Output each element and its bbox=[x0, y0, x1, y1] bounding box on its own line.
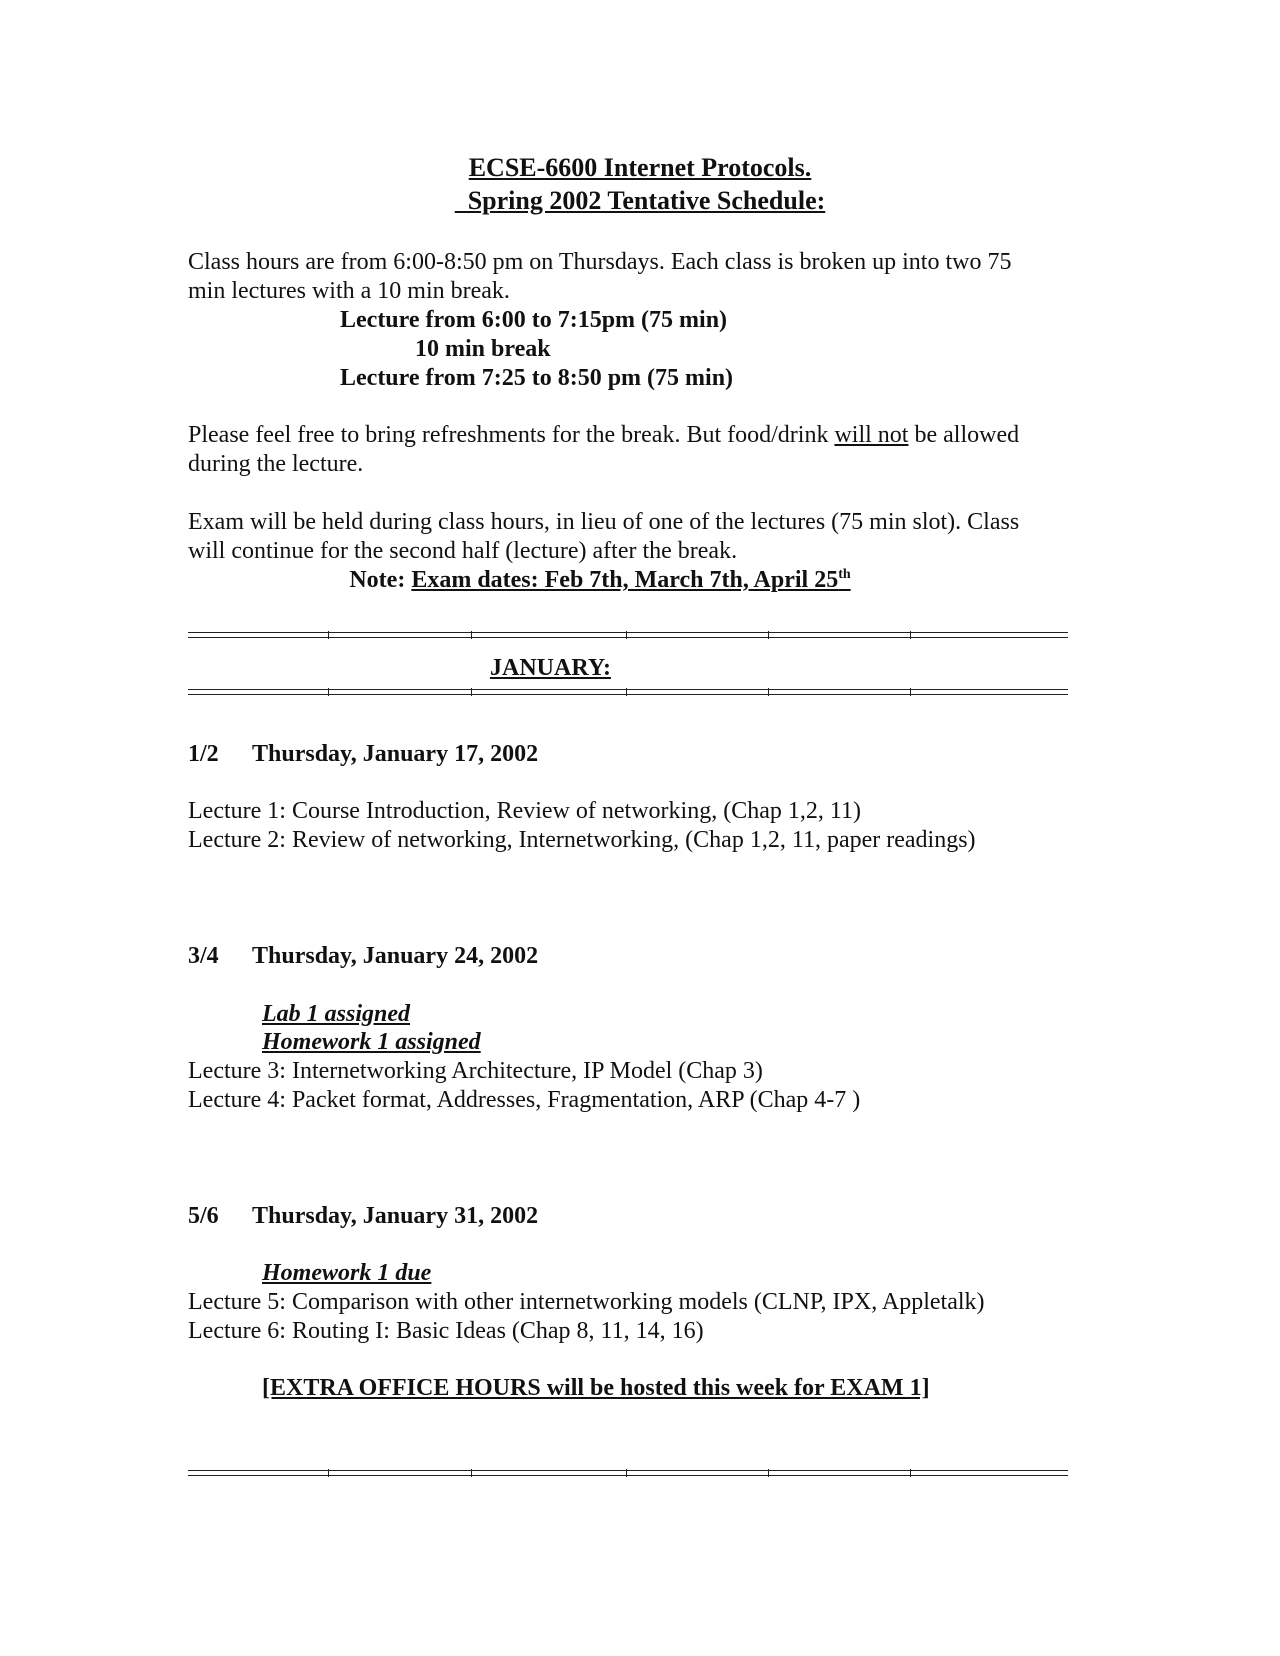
lecture-a-time: Lecture from 6:00 to 7:15pm (75 min) bbox=[340, 307, 728, 333]
break-time: 10 min break bbox=[415, 336, 551, 362]
extra-office-hours-note: [EXTRA OFFICE HOURS will be hosted this week for EXAM 1] bbox=[262, 1375, 930, 1401]
assignment-note: Lab 1 assigned bbox=[262, 1001, 411, 1027]
exam-dates bbox=[411, 567, 850, 593]
document-subtitle: Spring 2002 Tentative Schedule: bbox=[454, 186, 826, 215]
month-heading: JANUARY: bbox=[490, 655, 611, 681]
intro-text-line-1: Class hours are from 6:00-8:50 pm on Thursdays. Each class is broken up into two 75 bbox=[188, 249, 1012, 275]
divider-bottom bbox=[188, 1470, 1068, 1476]
refreshments-line-2: during the lecture. bbox=[188, 451, 364, 477]
divider-month-bottom bbox=[188, 689, 1068, 695]
session-number: 5/6 bbox=[188, 1203, 219, 1229]
refreshments-emphasis: will not bbox=[834, 422, 909, 448]
exam-note bbox=[160, 566, 1040, 595]
exam-dates-text: Exam dates: Feb 7th, March 7th, April 25 bbox=[411, 567, 839, 593]
lecture-line: Lecture 3: Internetworking Architecture, IP Model (Chap 3) bbox=[188, 1058, 763, 1084]
session-number: 3/4 bbox=[188, 943, 219, 969]
session-date: Thursday, January 17, 2002 bbox=[252, 741, 539, 767]
exam-note-label: Note: bbox=[349, 567, 412, 593]
lecture-line: Lecture 4: Packet format, Addresses, Fragmentation, ARP (Chap 4-7 ) bbox=[188, 1087, 861, 1113]
refreshments-text-b: be allowed bbox=[908, 422, 1020, 448]
document-title: ECSE-6600 Internet Protocols. bbox=[468, 153, 812, 182]
lecture-line: Lecture 6: Routing I: Basic Ideas (Chap 8, 11, 14, 16) bbox=[188, 1318, 704, 1344]
exam-line-2: will continue for the second half (lecture) after the break. bbox=[188, 538, 738, 564]
lecture-line: Lecture 5: Comparison with other internetworking models (CLNP, IPX, Appletalk) bbox=[188, 1289, 985, 1315]
exam-line-1: Exam will be held during class hours, in lieu of one of the lectures (75 min slot). Class bbox=[188, 509, 1020, 535]
session-date: Thursday, January 24, 2002 bbox=[252, 943, 539, 969]
divider-top bbox=[188, 632, 1068, 638]
lecture-b-time: Lecture from 7:25 to 8:50 pm (75 min) bbox=[340, 365, 734, 391]
session-number: 1/2 bbox=[188, 741, 219, 767]
lecture-line: Lecture 1: Course Introduction, Review of networking, (Chap 1,2, 11) bbox=[188, 798, 861, 824]
session-date: Thursday, January 31, 2002 bbox=[252, 1203, 539, 1229]
lecture-line: Lecture 2: Review of networking, Internetworking, (Chap 1,2, 11, paper readings) bbox=[188, 827, 976, 853]
exam-dates-sup: th bbox=[838, 567, 851, 582]
assignment-note: Homework 1 due bbox=[262, 1260, 432, 1286]
refreshments-line-1 bbox=[188, 421, 1019, 450]
intro-text-line-2: min lectures with a 10 min break. bbox=[188, 278, 510, 304]
assignment-note: Homework 1 assigned bbox=[262, 1029, 481, 1055]
refreshments-text-a: Please feel free to bring refreshments for the break. But food/drink bbox=[188, 422, 835, 448]
